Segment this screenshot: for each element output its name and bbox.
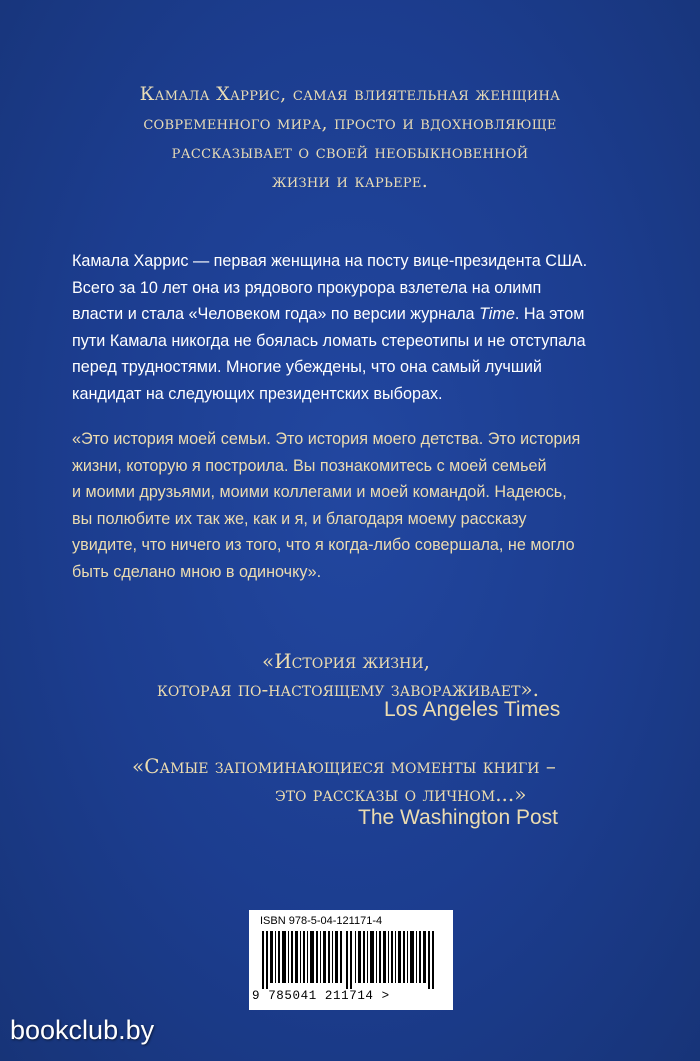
quote-line: и моими друзьями, моими коллегами и моей командой. Надеюсь, (72, 483, 567, 501)
isbn-barcode (249, 910, 453, 1010)
isbn-label: ISBN 978-5-04-121171-4 (260, 915, 383, 927)
magazine-title: Time (479, 305, 515, 323)
description-line: Камала Харрис — первая женщина на посту вице-президента США. (72, 252, 588, 270)
tagline-line: современного мира, просто и вдохновляюще (143, 112, 557, 134)
review-1-source: Los Angeles Times (384, 698, 561, 721)
review-1-line-1: «История жизни, (262, 649, 430, 673)
review-2-line-1: «Самые запоминающиеся моменты книги – (132, 754, 556, 778)
description-line: Всего за 10 лет она из рядового прокурора взлетела на олимп (72, 278, 542, 297)
description-line: перед трудностями. Многие убеждены, что она самый лучший (72, 358, 542, 376)
description-line: пути Камала никогда не боялась ломать стереотипы и не отступала (72, 331, 586, 350)
quote-line: увидите, что ничего из того, что я когда-либо совершала, не могло (72, 536, 575, 554)
book-description (72, 248, 652, 407)
quote-line: быть сделано мною в одиночку». (72, 562, 322, 581)
cover-tagline (40, 80, 660, 196)
tagline-line: Камала Харрис, самая влиятельная женщина (139, 83, 561, 105)
description-line-part: . На этом (514, 305, 585, 323)
barcode-icon (258, 931, 444, 989)
author-quote (72, 426, 652, 585)
tagline-line: жизни и карьере. (271, 170, 429, 192)
quote-line: «Это история моей семьи. Это история моего детства. Это история (72, 430, 581, 448)
review-2-source: The Washington Post (358, 806, 558, 829)
quote-line: жизни, которую я построила. Вы познакомитесь с моей семьей (72, 456, 547, 475)
description-line: кандидат на следующих президентских выборах. (72, 384, 443, 403)
tagline-line: рассказывает о своей необыкновенной (171, 141, 529, 163)
barcode-digits: 9 785041 211714 > (252, 989, 390, 1003)
review-1-line-2: которая по-настоящему завораживает». (157, 677, 540, 701)
review-2-line-2: это рассказы о личном...» (275, 782, 527, 806)
quote-line: вы полюбите их так же, как и я, и благодаря моему рассказу (72, 509, 527, 528)
description-line (72, 301, 652, 328)
site-watermark: bookclub.by (10, 1015, 155, 1045)
description-line-part: власти и стала «Человеком года» по версии журнала (72, 305, 480, 323)
